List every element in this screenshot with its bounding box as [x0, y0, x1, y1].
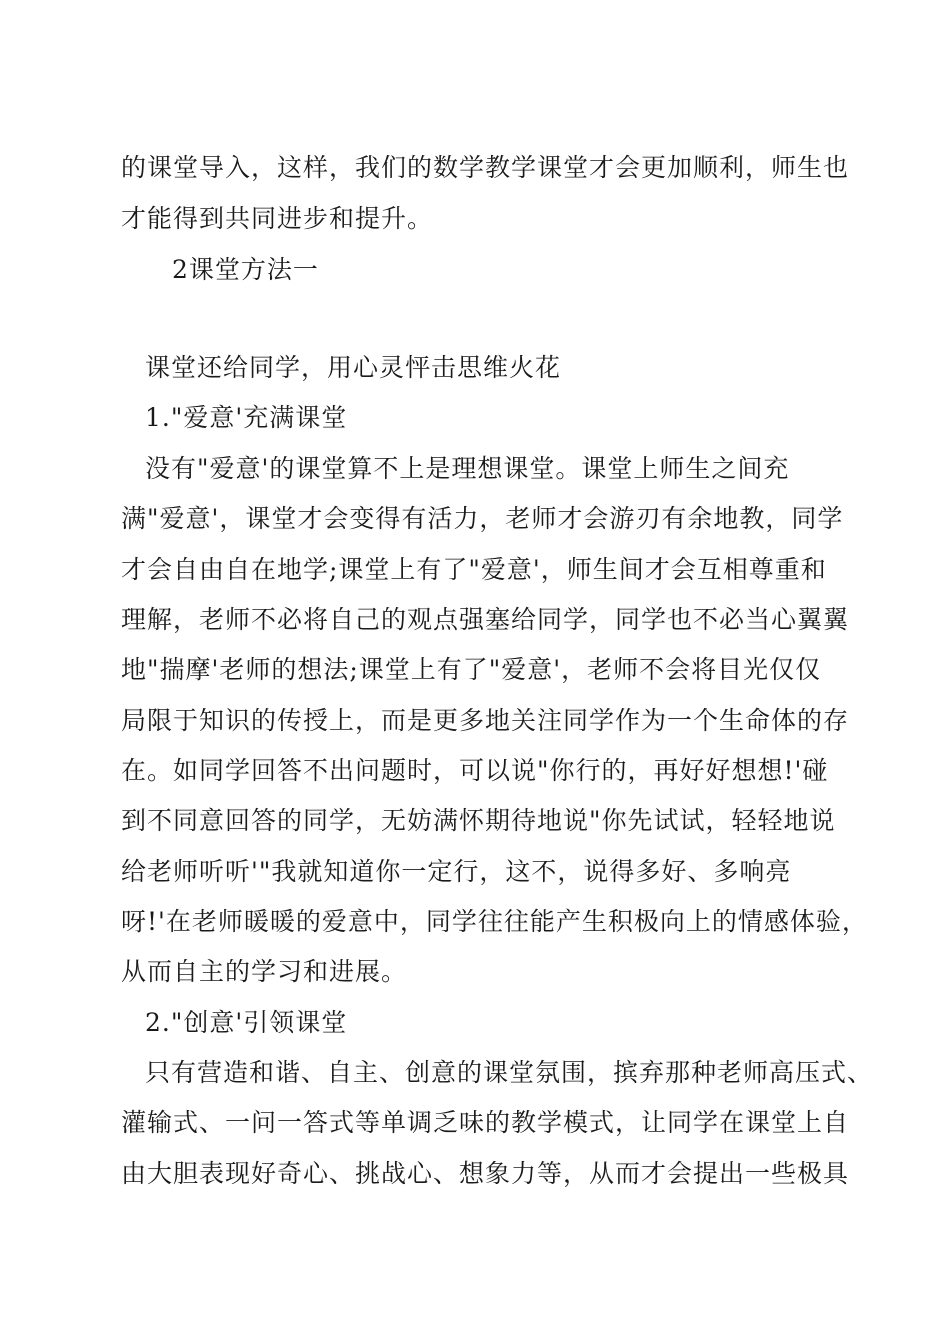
- paragraph-line: 才能得到共同进步和提升。: [121, 204, 434, 233]
- paragraph-line: 满"爱意'，课堂才会变得有活力，老师才会游刃有余地教，同学: [121, 504, 844, 533]
- paragraph-line: 地"揣摩'老师的想法;课堂上有了"爱意'，老师不会将目光仅仅: [121, 655, 822, 684]
- paragraph-line: 到不同意回答的同学，无妨满怀期待地说"你先试试，轻轻地说: [121, 806, 836, 835]
- point-heading: 2."创意'引领课堂: [145, 1008, 348, 1037]
- section-heading: 2课堂方法一: [172, 255, 319, 284]
- paragraph-line: 只有营造和谐、自主、创意的课堂氛围，摈弃那种老师高压式、: [145, 1058, 874, 1087]
- paragraph-line: 没有"爱意'的课堂算不上是理想课堂。课堂上师生之间充: [145, 454, 790, 483]
- paragraph-line: 才会自由自在地学;课堂上有了"爱意'，师生间才会互相尊重和: [121, 555, 827, 584]
- paragraph-line: 给老师听听'"我就知道你一定行，这不，说得多好、多响亮: [121, 857, 792, 886]
- paragraph-line: 理解，老师不必将自己的观点强塞给同学，同学也不必当心翼翼: [121, 605, 850, 634]
- paragraph-line: 从而自主的学习和进展。: [121, 957, 408, 986]
- paragraph-line: 局限于知识的传授上，而是更多地关注同学作为一个生命体的存: [121, 706, 850, 735]
- paragraph-line: 在。如同学回答不出问题时，可以说"你行的，再好好想想!'碰: [121, 756, 829, 785]
- paragraph-line: 灌输式、一问一答式等单调乏味的教学模式，让同学在课堂上自: [121, 1108, 850, 1137]
- paragraph-line: 由大胆表现好奇心、挑战心、想象力等，从而才会提出一些极具: [121, 1159, 850, 1188]
- paragraph-line: 呀!'在老师暖暖的爱意中，同学往往能产生积极向上的情感体验，: [121, 907, 868, 936]
- paragraph-line: 的课堂导入，这样，我们的数学教学课堂才会更加顺利，师生也: [121, 153, 850, 182]
- point-heading: 1."爱意'充满课堂: [145, 403, 348, 432]
- subsection-title: 课堂还给同学，用心灵怦击思维火花: [145, 353, 562, 382]
